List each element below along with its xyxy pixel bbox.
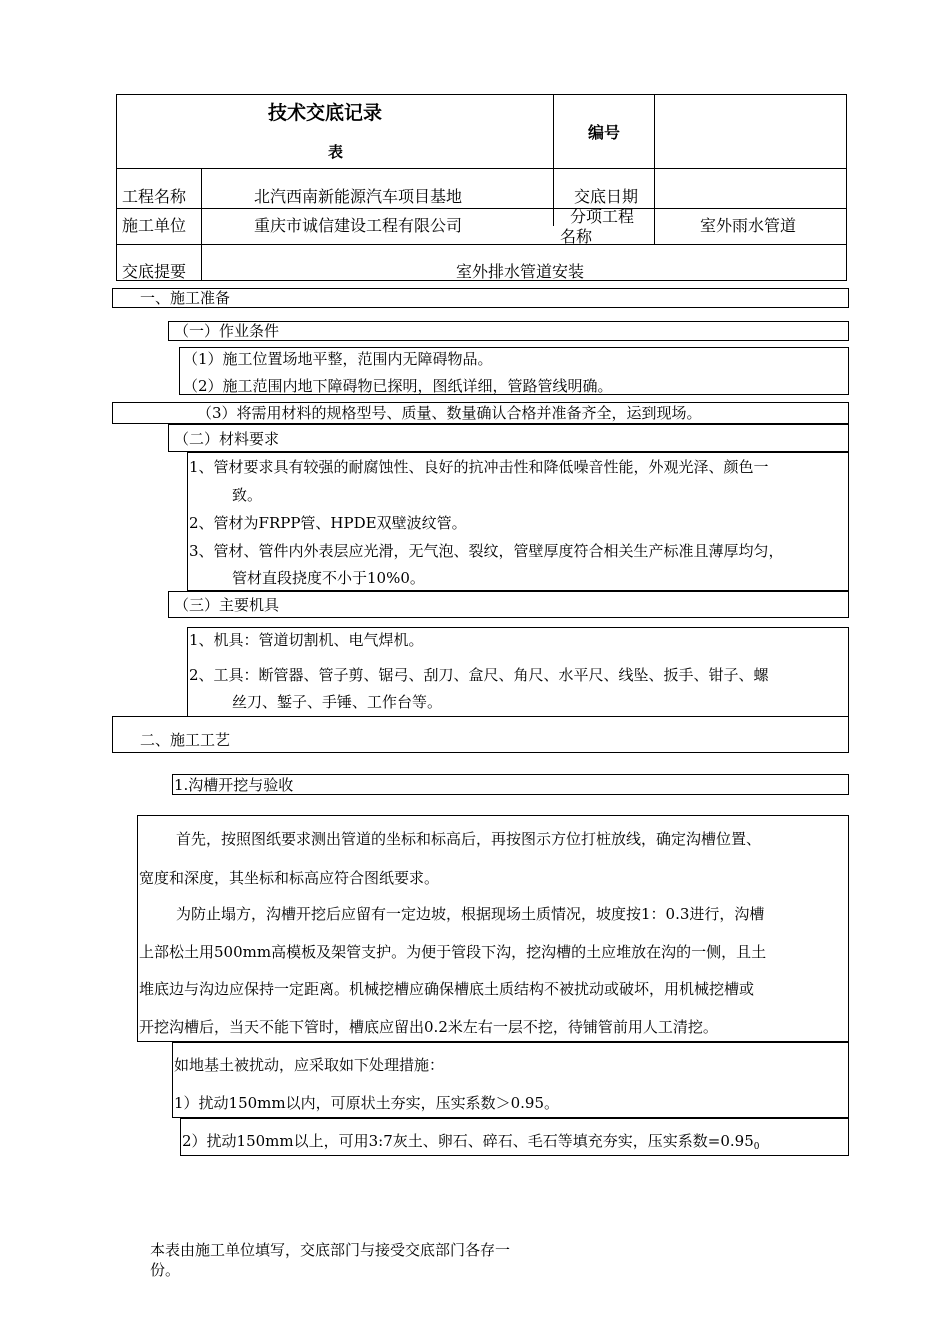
section1-title: 一、施工准备 bbox=[140, 289, 231, 307]
disturbance-item2-tail: 0 bbox=[753, 1142, 760, 1152]
equipment-item: 丝刀、錾子、手锤、工作台等。 bbox=[232, 693, 443, 711]
materials-title: （二）材料要求 bbox=[174, 430, 280, 448]
step1-paragraph: 首先，按照图纸要求测出管道的坐标和标高后，再按图示方位打桩放线，确定沟槽位置、 bbox=[176, 830, 762, 848]
disturbance-item bbox=[182, 1132, 760, 1152]
header-table bbox=[116, 94, 847, 281]
summary: 室外排水管道安装 bbox=[456, 262, 585, 281]
step1-paragraph: 为防止塌方，沟槽开挖后应留有一定边坡，根据现场土质情况，坡度按1：0.3进行，沟槽 bbox=[176, 905, 765, 923]
work-condition-item: （2）施工范围内地下障碍物已探明，图纸详细，管路管线明确。 bbox=[183, 377, 613, 395]
work-condition-item: （1）施工位置场地平整，范围内无障碍物品。 bbox=[183, 350, 493, 368]
unit-label: 施工单位 bbox=[122, 216, 187, 235]
work-condition-item: （3）将需用材料的规格型号、质量、数量确认合格并准备齐全，运到现场。 bbox=[197, 404, 702, 422]
section2-title: 二、施工工艺 bbox=[140, 731, 231, 749]
disturbance-intro: 如地基土被扰动，应采取如下处理措施： bbox=[174, 1056, 445, 1074]
material-item: 3、管材、管件内外表层应光滑，无气泡、裂纹，管壁厚度符合相关生产标准且薄厚均匀， bbox=[189, 542, 784, 560]
summary-label: 交底提要 bbox=[122, 262, 187, 281]
equipment-item: 1、机具：管道切割机、电气焊机。 bbox=[189, 631, 424, 649]
sub-project-name: 室外雨水管道 bbox=[700, 216, 797, 235]
step1-paragraph: 开挖沟槽后，当天不能下管时，槽底应留出0.2米左右一层不挖，待铺管前用人工清挖。 bbox=[139, 1018, 718, 1036]
date-label: 交底日期 bbox=[574, 187, 639, 206]
material-item: 致。 bbox=[232, 486, 263, 504]
sub-project-label: 分项工程 bbox=[570, 207, 635, 226]
material-item: 管材直段挠度不小于10%0。 bbox=[232, 569, 425, 587]
step1-paragraph: 宽度和深度，其坐标和标高应符合图纸要求。 bbox=[139, 869, 440, 887]
material-item: 1、管材要求具有较强的耐腐蚀性、良好的抗冲击性和降低噪音性能，外观光泽、颜色一 bbox=[189, 458, 769, 476]
footer-note: 本表由施工单位填写，交底部门与接受交底部门各存一 bbox=[150, 1241, 511, 1259]
step1-body-box bbox=[137, 815, 849, 1042]
disturbance-item2-text: 2）扰动150mm以上，可用3:7灰土、卵石、碎石、毛石等填充夯实，压实系数=0.95 bbox=[182, 1132, 754, 1150]
page-title: 技术交底记录 bbox=[268, 102, 383, 124]
step1-paragraph: 上部松土用500mm高模板及架管支护。为便于管段下沟，挖沟槽的土应堆放在沟的一侧，且土 bbox=[139, 943, 767, 961]
sub-project-label-2: 名称 bbox=[560, 227, 593, 246]
disturbance-item: 1）扰动150mm以内，可原状土夯实，压实系数＞0.95。 bbox=[174, 1094, 560, 1112]
material-item: 2、管材为FRPP管、HPDE双壁波纹管。 bbox=[189, 514, 467, 532]
work-conditions-title: （一）作业条件 bbox=[174, 322, 280, 340]
unit-name: 重庆市诚信建设工程有限公司 bbox=[254, 216, 463, 235]
step1-title: 1.沟槽开挖与验收 bbox=[174, 776, 294, 794]
equipment-item: 2、工具：断管器、管子剪、锯弓、刮刀、盒尺、角尺、水平尺、线坠、扳手、钳子、螺 bbox=[189, 666, 769, 684]
page-title-suffix: 表 bbox=[328, 143, 344, 161]
number-label: 编号 bbox=[588, 123, 621, 142]
step1-paragraph: 堆底边与沟边应保持一定距离。机械挖槽应确保槽底土质结构不被扰动或破坏，用机械挖槽或 bbox=[139, 980, 755, 998]
project-name-label: 工程名称 bbox=[122, 187, 187, 206]
project-name: 北汽西南新能源汽车项目基地 bbox=[254, 187, 463, 206]
equipment-title: （三）主要机具 bbox=[174, 596, 280, 614]
footer-note-2: 份。 bbox=[150, 1261, 181, 1279]
